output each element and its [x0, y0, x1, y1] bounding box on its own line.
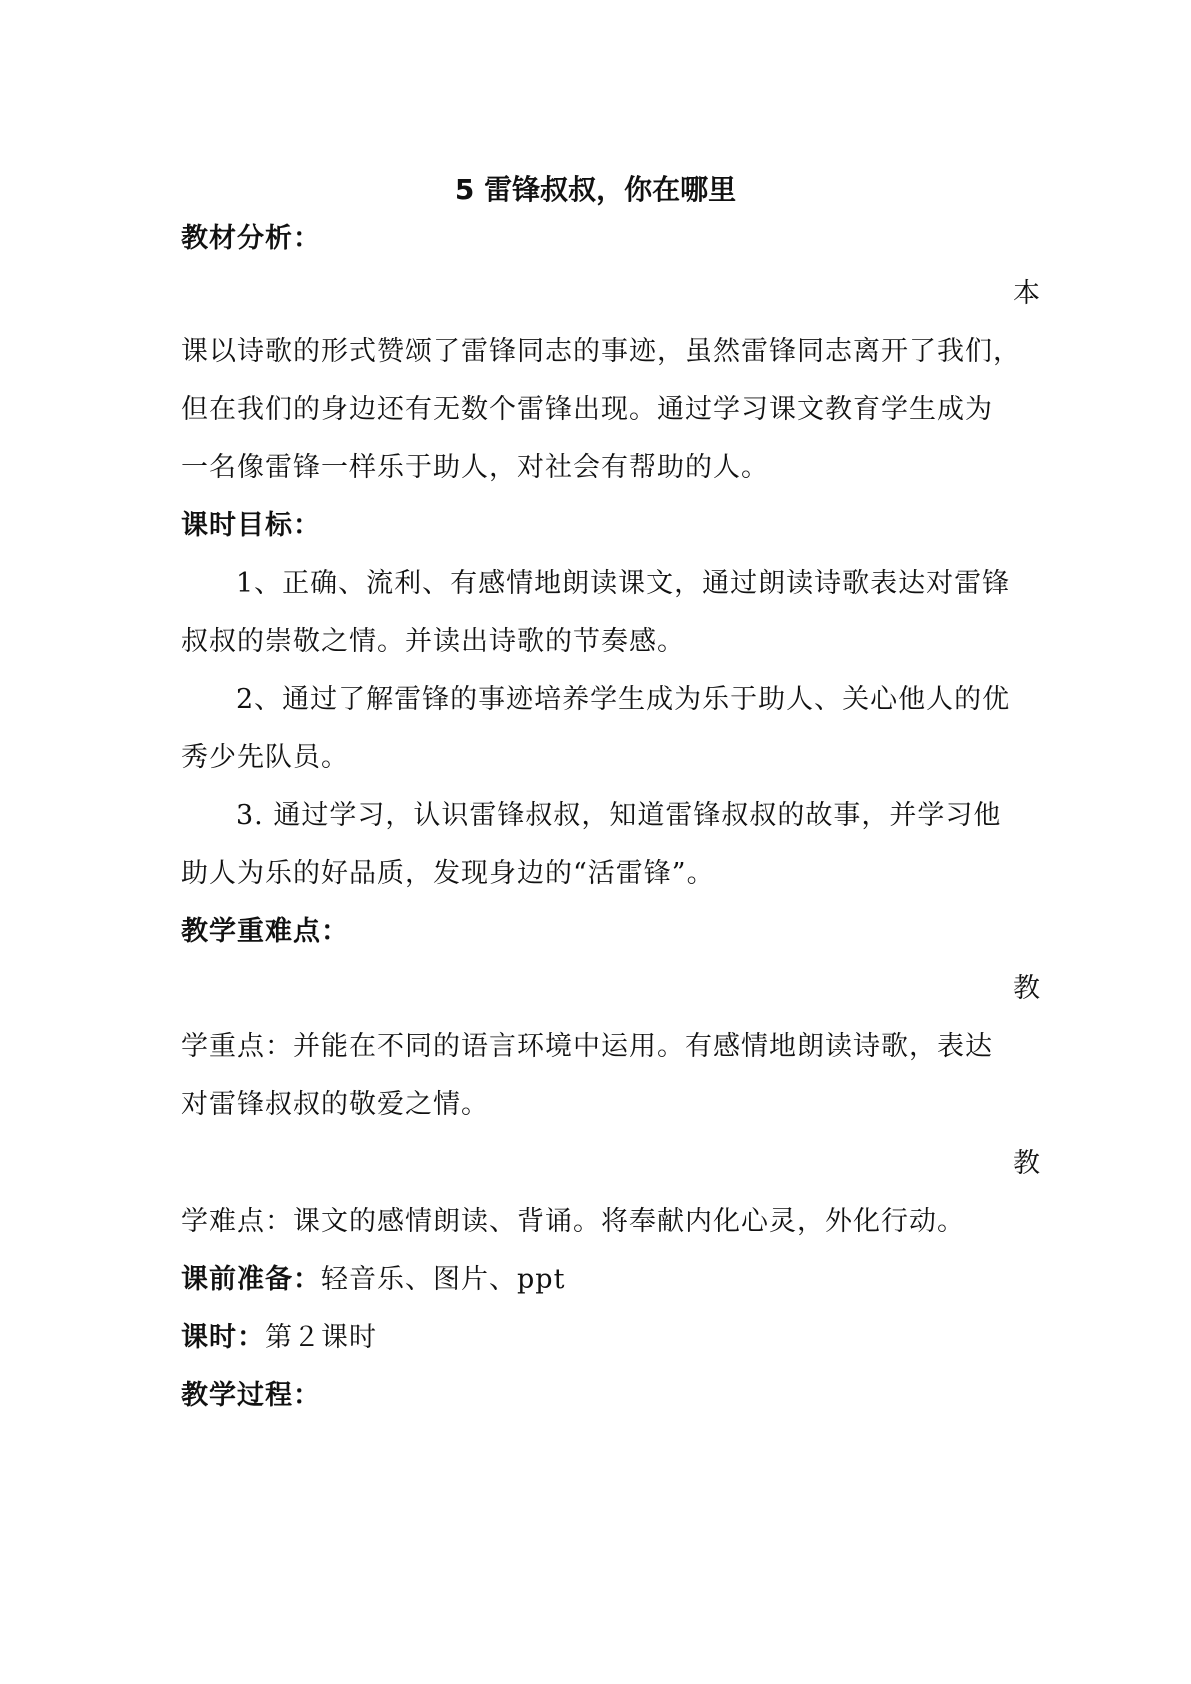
prep-label: 课前准备： [181, 1264, 321, 1295]
analysis-line-3: 一名像雷锋一样乐于助人，对社会有帮助的人。 [181, 452, 769, 483]
analysis-line-1: 课以诗歌的形式赞颂了雷锋同志的事迹，虽然雷锋同志离开了我们， [181, 336, 1021, 367]
key-line-1: 学重点：并能在不同的语言环境中运用。有感情地朗读诗歌，表达 [181, 1031, 993, 1062]
goal-line-3: 秀少先队员。 [181, 742, 349, 773]
period-value: 第２课时 [265, 1322, 377, 1353]
analysis-line-0: 本 [1013, 278, 1041, 309]
prep-line [181, 1263, 1041, 1297]
key-heading: 教学重难点： [181, 916, 349, 947]
goal-line-2: 2、通过了解雷锋的事迹培养学生成为乐于助人、关心他人的优 [236, 684, 1011, 715]
analysis-line-2: 但在我们的身边还有无数个雷锋出现。通过学习课文教育学生成为 [181, 394, 993, 425]
process-heading: 教学过程： [181, 1380, 321, 1411]
analysis-heading: 教材分析： [181, 223, 321, 254]
prep-value: 轻音乐、图片、ppt [321, 1264, 566, 1295]
period-label: 课时： [181, 1322, 265, 1353]
key-line-2: 对雷锋叔叔的敬爱之情。 [181, 1089, 489, 1120]
document-title: 5 雷锋叔叔，你在哪里 [454, 173, 737, 206]
key-line-3: 教 [1013, 1148, 1041, 1179]
goals-heading: 课时目标： [181, 510, 321, 541]
goal-line-4: 3. 通过学习，认识雷锋叔叔，知道雷锋叔叔的故事，并学习他 [236, 800, 1002, 831]
goal-line-5: 助人为乐的好品质，发现身边的“活雷锋”。 [181, 858, 715, 889]
goal-line-0: 1、正确、流利、有感情地朗读课文，通过朗读诗歌表达对雷锋 [236, 568, 1011, 599]
goal-line-1: 叔叔的崇敬之情。并读出诗歌的节奏感。 [181, 626, 685, 657]
period-line [181, 1321, 1041, 1355]
key-line-4: 学难点：课文的感情朗读、背诵。将奉献内化心灵，外化行动。 [181, 1206, 965, 1237]
key-line-0: 教 [1013, 973, 1041, 1004]
